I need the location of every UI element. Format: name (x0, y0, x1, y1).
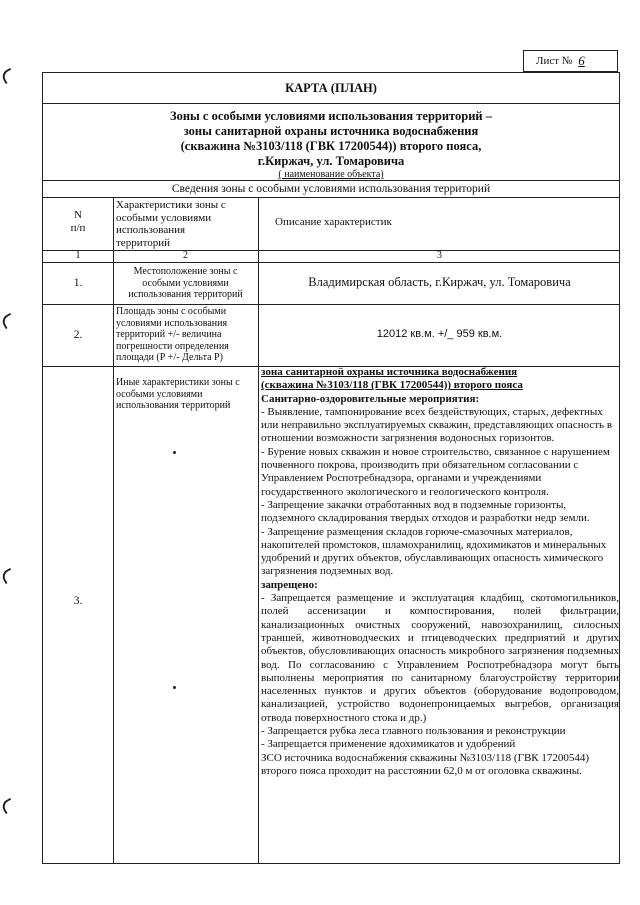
col-num-2: 2 (183, 250, 188, 261)
col-header-num: N п/п (70, 209, 86, 234)
row-2-num: 2. (73, 329, 83, 341)
col-header-characteristic: Характеристики зоны с особыми условиями использования территорий (116, 199, 226, 249)
document-table (42, 72, 620, 864)
row-1-characteristic: Местоположение зоны с особыми условиями использования территорий (128, 266, 243, 300)
binder-mark (0, 68, 16, 84)
map-title: КАРТА (ПЛАН) (285, 81, 377, 95)
section-header: Сведения зоны с особыми условиями использования территорий (171, 183, 491, 195)
sheet-number-box (523, 50, 618, 72)
row-3-description: зона санитарной охраны источника водоснабжения (скважина №3103/118 (ГВК 17200544)) второго пояса Санитарно-оздоровительные мероприятия: - Выявление, тампонирование всех бездействующих, старых, дефектных или неправильно эксплуатируемых скважин, представляющих опасность в отношении возможности загрязнения водоносных горизонтов. - Бурение новых скважин и новое строительство, связанное с нарушением почвенного покрова, производить при обязательном согласовании с Управлением Роспотребнадзора, органами и учреждениями государственного экологического и геологического контроля. - Запрещение закачки отработанных вод в подземные горизонты, подземного складирования твердых отходов и разработки недр земли. - Запрещение размещения складов горюче-смазочных материалов, накопителей промстоков, шламохранилищ, ядохимикатов и минеральных удобрений и других объектов, обуславливающих опасность химического загрязнения подземных вод. запрещено: - Запрещается размещение и эксплуатация кладбищ, скотомогильников, полей ассенизации и компостирования, полей фильтрации, канализационных очистных сооружений, навозохранилищ, силосных траншей, животноводческих и птицеводческих предприятий и других объектов, обусловливающих опасность микробного загрязнения подземных вод. По согласованию с Управлением Роспотребнадзора могут быть выполнены мероприятия по санитарному благоустройству территории населенных пунктов и других объектов (оборудование водопроводом, канализацией, устройство водонепроницаемых выгребов, организация отвода поверхностного стока и др.) - Запрещается рубка леса главного пользования и реконструкции - Запрещается применение ядохимикатов и удобрений ЗСО источника водоснабжения скважины №3103/118 (ГВК 17200544) второго пояса проходит на расстоянии 62,0 м от оголовка скважины. (261, 366, 619, 777)
row-3-characteristic: Иные характеристики зоны с особыми условиями использования территорий (116, 377, 240, 411)
binder-mark (0, 568, 16, 584)
col-header-description: Описание характеристик (275, 216, 392, 228)
binder-mark (0, 313, 16, 329)
row-1-num: 1. (73, 277, 83, 289)
sheet-label: Лист № (536, 55, 573, 67)
sheet-number: 6 (578, 53, 585, 68)
dot-mark (173, 686, 176, 689)
row-3-num: 3. (73, 595, 83, 607)
binder-mark (0, 798, 16, 814)
row-1-description: Владимирская область, г.Киржач, ул. Томаровича (308, 275, 571, 289)
row-2-characteristic: Площадь зоны с особыми условиями использования территорий +/- величина погрешности определения площади (Р +/- Дельта Р) (116, 306, 229, 363)
col-num-3: 3 (437, 250, 442, 261)
row-2-description: 12012 кв.м. +/_ 959 кв.м. (376, 328, 503, 340)
zone-title: Зоны с особыми условиями использования территорий – зоны санитарной охраны источника водоснабжения (скважина №3103/118 (ГВК 17200544)) второго пояса, г.Киржач, ул. Томаровича ( наименование объекта) (43, 109, 619, 180)
dot-mark (173, 451, 176, 454)
col-num-1: 1 (75, 250, 81, 261)
object-caption: ( наименование объекта) (278, 169, 384, 180)
